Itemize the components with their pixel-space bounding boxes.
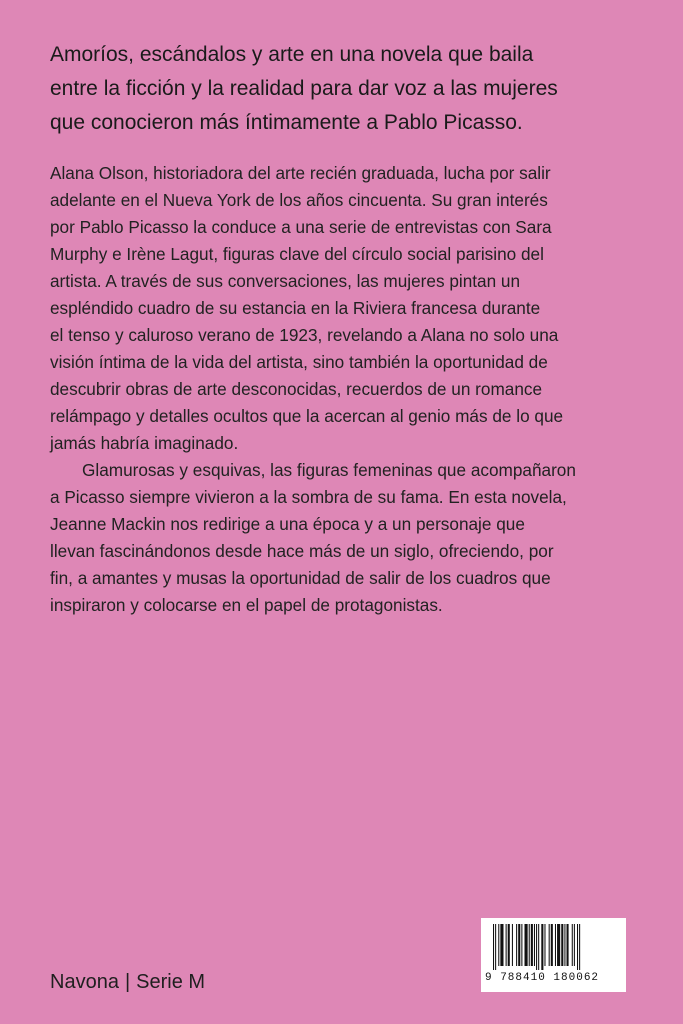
barcode-bars [493,924,614,970]
synopsis-line: Murphy e Irène Lagut, figuras clave del círculo social parisino del [50,244,544,264]
tagline [50,38,640,140]
barcode-bar [577,924,578,970]
barcode-bar [493,924,494,970]
barcode-bar [534,924,535,966]
barcode-bar [538,924,539,970]
barcode-bar [500,924,503,966]
series-name: Serie M [136,971,206,993]
synopsis-paragraph-2 [50,457,650,619]
barcode-bar [512,924,513,966]
barcode-bar [572,924,573,966]
synopsis-line: Jeanne Mackin nos redirige a una época y a un personaje que [50,514,525,534]
tagline-line: que conocieron más íntimamente a Pablo Picasso. [50,111,523,134]
barcode-bar [516,924,517,966]
synopsis-line: descubrir obras de arte desconocidas, recuerdos de un romance [50,379,543,399]
synopsis [50,160,650,619]
synopsis-paragraph-1 [50,160,650,457]
barcode-bar [549,924,550,966]
barcode-bar [561,924,563,966]
synopsis-line: artista. A través de sus conversaciones, las mujeres pintan un [50,271,521,291]
barcode-bar [555,924,556,966]
tagline-line: entre la ficción y la realidad para dar voz a las mujeres [50,77,558,100]
barcode-bar [567,924,569,966]
barcode-bar [536,924,537,970]
synopsis-line: Glamurosas y esquivas, las figuras femeninas que acompañaron [82,460,576,480]
barcode-bar [498,924,499,966]
synopsis-line: por Pablo Picasso la conduce a una serie de entrevistas con Sara [50,217,552,237]
synopsis-line: a Picasso siempre vivieron a la sombra de su fama. En esta novela, [50,487,567,507]
barcode-bar [518,924,520,966]
synopsis-line: Alana Olson, historiadora del arte recién graduada, lucha por salir [50,163,551,183]
imprint-separator: | [124,971,131,993]
synopsis-line: adelante en el Nueva York de los años cincuenta. Su gran interés [50,190,548,210]
barcode-bar [506,924,507,966]
barcode-bar [508,924,510,966]
barcode-bar [529,924,530,966]
barcode-bar [495,924,496,970]
synopsis-line: visión íntima de la vida del artista, sino también la oportunidad de [50,352,548,372]
barcode-bar [579,924,580,970]
barcode-bar [551,924,553,966]
synopsis-line: jamás habría imaginado. [50,433,239,453]
publisher-name: Navona [50,971,119,993]
barcode-bar [541,924,543,970]
barcode-bar [521,924,522,966]
isbn-barcode [481,918,626,992]
synopsis-line: inspiraron y colocarse en el papel de protagonistas. [50,595,443,615]
tagline-line: Amoríos, escándalos y arte en una novela que baila [50,43,534,66]
barcode-bar [574,924,575,966]
publisher-imprint [50,968,205,996]
synopsis-line: relámpago y detalles ocultos que la acercan al genio más de lo que [50,406,564,426]
isbn-digits: 9 788410 180062 [485,972,600,984]
barcode-bar [564,924,565,966]
barcode-bar [544,924,545,966]
barcode-bar [557,924,560,966]
barcode-bar [525,924,528,966]
synopsis-line: el tenso y caluroso verano de 1923, revelando a Alana no solo una [50,325,559,345]
barcode-bar [531,924,533,966]
synopsis-line: fin, a amantes y musas la oportunidad de salir de los cuadros que [50,568,551,588]
synopsis-line: espléndido cuadro de su estancia en la Riviera francesa durante [50,298,541,318]
synopsis-line: llevan fascinándonos desde hace más de un siglo, ofreciendo, por [50,541,554,561]
